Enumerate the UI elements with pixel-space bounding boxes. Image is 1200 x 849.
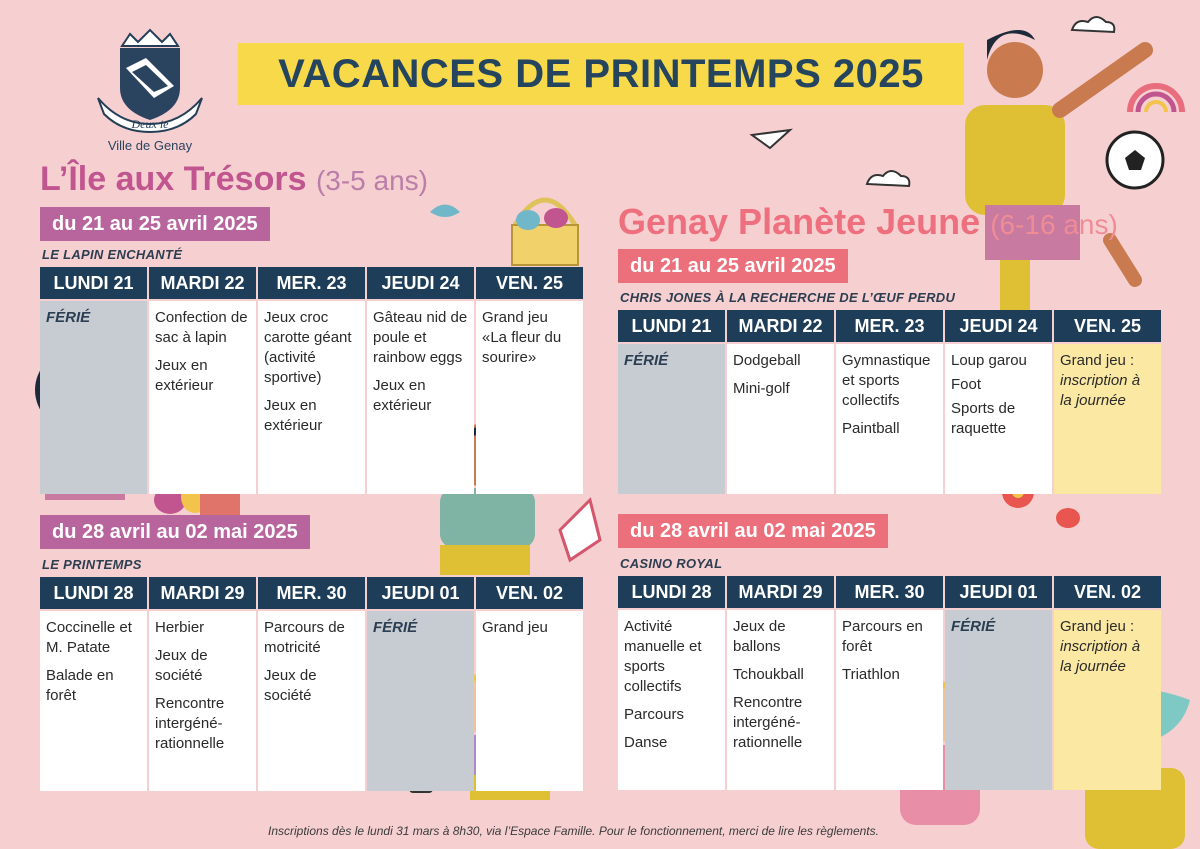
activity: Gâteau nid de poule et rainbow eggs — [373, 309, 468, 366]
activity: Jeux de ballons — [733, 618, 786, 655]
activity: Triathlon — [842, 666, 900, 683]
day-header: LUNDI 28 — [40, 577, 147, 609]
ladybug-icon — [1056, 508, 1080, 528]
bird-icon — [430, 205, 460, 218]
schedule-cell — [836, 610, 943, 790]
activity: Jeux en extérieur — [373, 377, 432, 414]
schedule-cell — [836, 344, 943, 494]
activity: Coccinelle et M. Patate — [46, 619, 132, 656]
activity: Grand jeu : — [1060, 352, 1135, 369]
day-header: JEUDI 24 — [367, 267, 474, 299]
day-header: JEUDI 01 — [367, 577, 474, 609]
activity: Sports de raquette — [951, 400, 1016, 437]
day-header: VEN. 25 — [1054, 310, 1161, 342]
schedule-cell-grand-jeu — [1054, 344, 1161, 494]
logo-caption: Ville de Genay — [107, 138, 193, 153]
activity: Balade en forêt — [46, 667, 114, 704]
schedule-cell — [258, 301, 365, 494]
activity: Grand jeu : — [1060, 618, 1135, 635]
activity-note: inscription à la journée — [1060, 372, 1141, 409]
schedule-cell — [476, 301, 583, 494]
day-header: MARDI 29 — [149, 577, 256, 609]
activity: Activité manuelle et sports collectifs — [624, 618, 702, 695]
activity: Rencontre intergéné-rationnelle — [733, 694, 803, 751]
day-header: MARDI 29 — [727, 576, 834, 608]
schedule-cell — [945, 344, 1052, 494]
rainbow-icon — [1130, 86, 1182, 112]
activity: Foot — [951, 376, 982, 393]
cloud-icon — [867, 171, 909, 186]
activity: Jeux en extérieur — [155, 357, 214, 394]
day-header: JEUDI 01 — [945, 576, 1052, 608]
date-banner-week1: du 21 au 25 avril 2025 — [618, 249, 848, 283]
schedule-cell-holiday — [945, 610, 1052, 790]
activity: Danse — [624, 734, 668, 751]
activity: Tchoukball — [733, 666, 804, 683]
activity: FÉRIÉ — [624, 352, 669, 369]
activity: FÉRIÉ — [373, 619, 418, 636]
day-header: VEN. 25 — [476, 267, 583, 299]
schedule-cell-holiday — [367, 611, 474, 791]
section-title-gpj — [618, 201, 1118, 243]
activity: Confection de sac à lapin — [155, 309, 248, 346]
activity: Loup garou — [951, 352, 1027, 369]
theme-label: LE LAPIN ENCHANTÉ — [42, 247, 183, 262]
page-title: VACANCES DE PRINTEMPS 2025 — [238, 43, 964, 105]
schedule-cell-holiday — [40, 301, 147, 494]
date-banner-week2: du 28 avril au 02 mai 2025 — [618, 514, 888, 548]
day-header: VEN. 02 — [1054, 576, 1161, 608]
schedule-cell — [476, 611, 583, 791]
activity: FÉRIÉ — [46, 309, 91, 326]
paper-plane-icon — [752, 130, 790, 148]
age-range: (6-16 ans) — [990, 209, 1118, 240]
activity: Jeux de société — [155, 647, 208, 684]
section-title-ile — [40, 160, 428, 199]
date-banner-week2: du 28 avril au 02 mai 2025 — [40, 515, 310, 549]
day-header: MARDI 22 — [149, 267, 256, 299]
section-name: Genay Planète Jeune — [618, 201, 981, 242]
easter-basket-icon — [512, 200, 578, 265]
day-header: LUNDI 21 — [618, 310, 725, 342]
schedule-cell-holiday — [618, 344, 725, 494]
theme-label: CASINO ROYAL — [620, 556, 723, 571]
activity: Grand jeu — [482, 619, 548, 636]
schedule-cell — [367, 301, 474, 494]
registration-footer-note: Inscriptions dès le lundi 31 mars à 8h30, via l’Espace Famille. Pour le fonctionnement, merci de lire les règlements. — [268, 824, 879, 838]
activity: Jeux en extérieur — [264, 397, 323, 434]
activity: Jeux de société — [264, 667, 317, 704]
activity: Parcours de motricité — [264, 619, 345, 656]
day-header: MER. 23 — [258, 267, 365, 299]
logo-motto: Deux ie — [131, 117, 169, 131]
schedule-table-ile-week2 — [40, 577, 583, 791]
kite-icon — [560, 500, 600, 560]
schedule-table-ile-week1 — [40, 267, 583, 494]
activity: Jeux croc carotte géant (activité sportive) — [264, 309, 352, 386]
schedule-cell — [149, 301, 256, 494]
activity: Mini-golf — [733, 380, 790, 397]
schedule-cell — [149, 611, 256, 791]
day-header: VEN. 02 — [476, 577, 583, 609]
section-name: L’Île aux Trésors — [40, 160, 307, 198]
day-header: LUNDI 28 — [618, 576, 725, 608]
activity: FÉRIÉ — [951, 618, 996, 635]
theme-label: LE PRINTEMPS — [42, 557, 142, 572]
age-range: (3-5 ans) — [315, 165, 428, 196]
activity: Parcours — [624, 706, 685, 723]
activity: Dodgeball — [733, 352, 801, 369]
day-header: LUNDI 21 — [40, 267, 147, 299]
schedule-table-gpj-week1 — [618, 310, 1161, 494]
schedule-cell — [727, 610, 834, 790]
day-header: MARDI 22 — [727, 310, 834, 342]
schedule-cell — [618, 610, 725, 790]
schedule-cell-grand-jeu — [1054, 610, 1161, 790]
theme-label: CHRIS JONES À LA RECHERCHE DE L’ŒUF PERDU — [620, 290, 956, 305]
schedule-cell — [40, 611, 147, 791]
schedule-cell — [727, 344, 834, 494]
date-banner-week1: du 21 au 25 avril 2025 — [40, 207, 270, 241]
schedule-cell — [258, 611, 365, 791]
activity: Grand jeu «La fleur du sourire» — [482, 309, 562, 366]
activity-note: inscription à la journée — [1060, 638, 1141, 675]
schedule-table-gpj-week2 — [618, 576, 1161, 790]
activity: Gymnastique et sports collectifs — [842, 352, 931, 409]
cloud-icon — [1072, 17, 1114, 32]
activity: Parcours en forêt — [842, 618, 923, 655]
activity: Paintball — [842, 420, 900, 437]
day-header: JEUDI 24 — [945, 310, 1052, 342]
day-header: MER. 30 — [836, 576, 943, 608]
activity: Herbier — [155, 619, 205, 636]
day-header: MER. 23 — [836, 310, 943, 342]
activity: Rencontre intergéné-rationnelle — [155, 695, 225, 752]
day-header: MER. 30 — [258, 577, 365, 609]
soccer-ball-icon — [1107, 132, 1163, 188]
